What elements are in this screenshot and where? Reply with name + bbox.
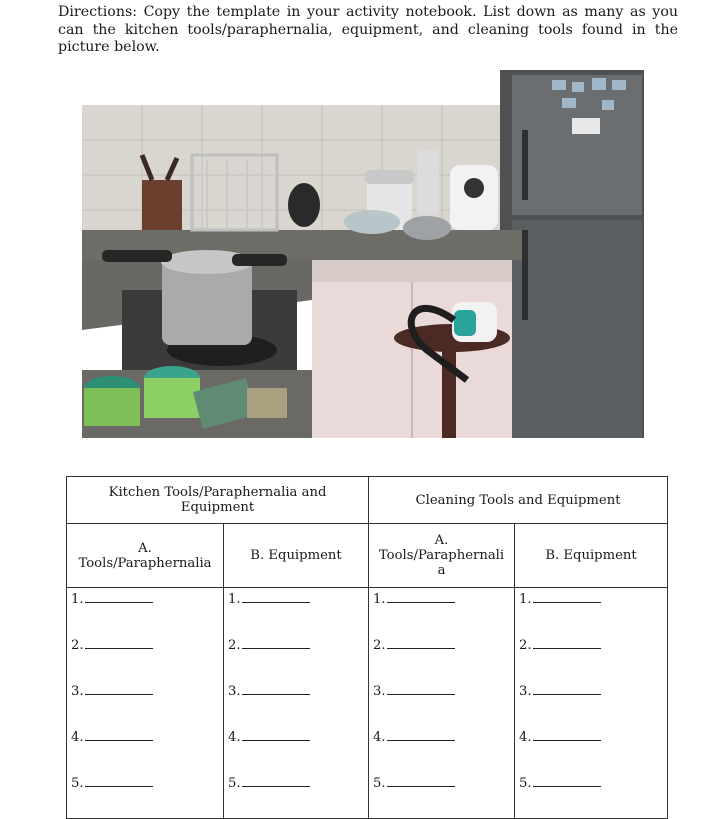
row-number: 5. [228, 776, 241, 791]
row-number: 4. [373, 730, 386, 745]
row-number: 3. [228, 684, 241, 699]
col-header-b1: B. Equipment [224, 524, 369, 588]
answer-blank [387, 776, 455, 787]
row-number: 2. [373, 638, 386, 653]
template-table [66, 476, 668, 819]
answer-cell [67, 772, 224, 819]
answer-blank [533, 592, 601, 603]
header-kitchen-tools: Kitchen Tools/Paraphernalia and Equipment [67, 477, 369, 524]
answer-blank [242, 684, 310, 695]
answer-cell [224, 588, 369, 635]
row-number: 2. [228, 638, 241, 653]
answer-cell [224, 680, 369, 726]
answer-blank [387, 638, 455, 649]
answer-cell [67, 680, 224, 726]
answer-blank [533, 684, 601, 695]
answer-blank [242, 592, 310, 603]
row-number: 1. [373, 592, 386, 607]
answer-blank [533, 730, 601, 741]
row-number: 1. [228, 592, 241, 607]
row-number: 2. [519, 638, 532, 653]
answer-cell [369, 634, 515, 680]
row-number: 3. [71, 684, 84, 699]
answer-cell [224, 726, 369, 772]
answer-cell [515, 772, 668, 819]
answer-blank [533, 638, 601, 649]
answer-blank [533, 776, 601, 787]
answer-cell [224, 772, 369, 819]
answer-cell [67, 726, 224, 772]
answer-cell [515, 680, 668, 726]
answer-blank [387, 592, 455, 603]
answer-blank [242, 638, 310, 649]
row-number: 3. [519, 684, 532, 699]
answer-cell [369, 772, 515, 819]
answer-cell [369, 588, 515, 635]
answer-blank [85, 684, 153, 695]
row-number: 1. [519, 592, 532, 607]
col-header-a2: A. Tools/Paraphernali a [369, 524, 515, 588]
answer-blank [85, 776, 153, 787]
answer-cell [515, 726, 668, 772]
header-cleaning-tools: Cleaning Tools and Equipment [369, 477, 668, 524]
answer-blank [387, 684, 455, 695]
answer-cell [515, 634, 668, 680]
row-number: 5. [519, 776, 532, 791]
answer-cell [369, 680, 515, 726]
answer-blank [387, 730, 455, 741]
answer-cell [67, 588, 224, 635]
answer-cell [224, 634, 369, 680]
answer-blank [242, 776, 310, 787]
row-number: 1. [71, 592, 84, 607]
answer-cell [369, 726, 515, 772]
row-number: 4. [228, 730, 241, 745]
answer-blank [242, 730, 310, 741]
answer-blank [85, 592, 153, 603]
row-number: 4. [519, 730, 532, 745]
directions-text: Directions: Copy the template in your activity notebook. List down as many as you can the kitchen tools/paraphernalia, equipment, and cleaning tools found in the picture below. [58, 4, 678, 55]
kitchen-photo [82, 70, 644, 438]
col-header-b2: B. Equipment [515, 524, 668, 588]
answer-cell [515, 588, 668, 635]
row-number: 3. [373, 684, 386, 699]
row-number: 2. [71, 638, 84, 653]
answer-blank [85, 730, 153, 741]
row-number: 5. [71, 776, 84, 791]
col-header-a1: A. Tools/Paraphernalia [67, 524, 224, 588]
answer-blank [85, 638, 153, 649]
row-number: 4. [71, 730, 84, 745]
row-number: 5. [373, 776, 386, 791]
answer-cell [67, 634, 224, 680]
